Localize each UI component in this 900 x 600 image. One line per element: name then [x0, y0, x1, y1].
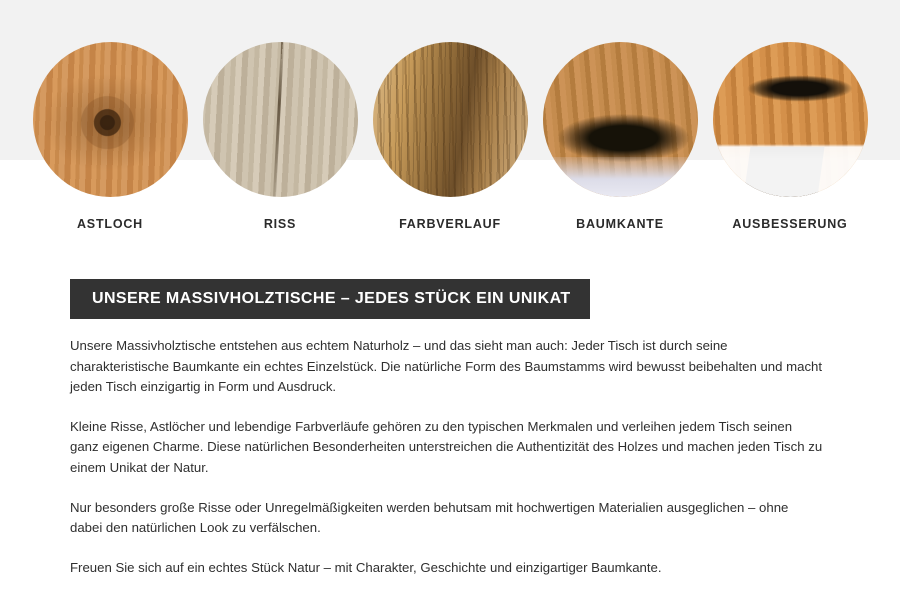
section-heading-bar: [70, 279, 590, 319]
paragraph-2: Kleine Risse, Astlöcher und lebendige Farbverläufe gehören zu den typischen Merkmalen und verleihen jedem Tisch seinen ganz eigenen Charme. Diese natürlichen Besonderheiten unterstreichen die Authentizität des Holzes und machen jeden Tisch zu einem Unikat der Natur.: [70, 418, 823, 475]
table-leg-shape: [743, 147, 824, 197]
wood-color-gradient-sample-icon[interactable]: [373, 42, 528, 197]
page-title: UNSERE MASSIVHOLZTISCHE – JEDES STÜCK EIN UNIKAT: [92, 290, 571, 307]
wood-feature-gallery: [0, 42, 900, 231]
wood-live-edge-sample-icon[interactable]: [543, 42, 698, 197]
wood-sample-label: ASTLOCH: [76, 217, 143, 231]
wood-sample-riss[interactable]: [200, 42, 360, 231]
wood-sample-label: BAUMKANTE: [576, 217, 664, 231]
wood-knot-sample-icon[interactable]: [33, 42, 188, 197]
paragraph-3: Nur besonders große Risse oder Unregelmäßigkeiten werden behutsam mit hochwertigen Materialien ausgeglichen – ohne dabei den natürlichen Look zu verfälschen.: [70, 499, 789, 536]
wood-sample-label: RISS: [263, 217, 297, 231]
wood-sample-baumkante[interactable]: [540, 42, 700, 231]
paragraph-4: Freuen Sie sich auf ein echtes Stück Natur – mit Charakter, Geschichte und einzigartiger Baumkante.: [70, 559, 662, 575]
paragraph-1: Unsere Massivholztische entstehen aus echtem Naturholz – und das sieht man auch: Jeder Tisch ist durch seine charakteristische Baumkante ein echtes Einzelstück. Die natürliche Form des Baumstamms wird bewusst beibehalten und macht jeden Tisch einzigartig in Form und Ausdruck.: [70, 338, 823, 395]
wood-sample-label: FARBVERLAUF: [399, 217, 501, 231]
wood-crack-sample-icon[interactable]: [203, 42, 358, 197]
body-copy: [70, 336, 824, 597]
wood-sample-label: AUSBESSERUNG: [732, 217, 848, 231]
wood-sample-farbverlauf[interactable]: [370, 42, 530, 231]
wood-sample-astloch[interactable]: [30, 42, 190, 231]
wood-sample-ausbesserung[interactable]: [710, 42, 870, 231]
wood-repair-sample-icon[interactable]: [713, 42, 868, 197]
